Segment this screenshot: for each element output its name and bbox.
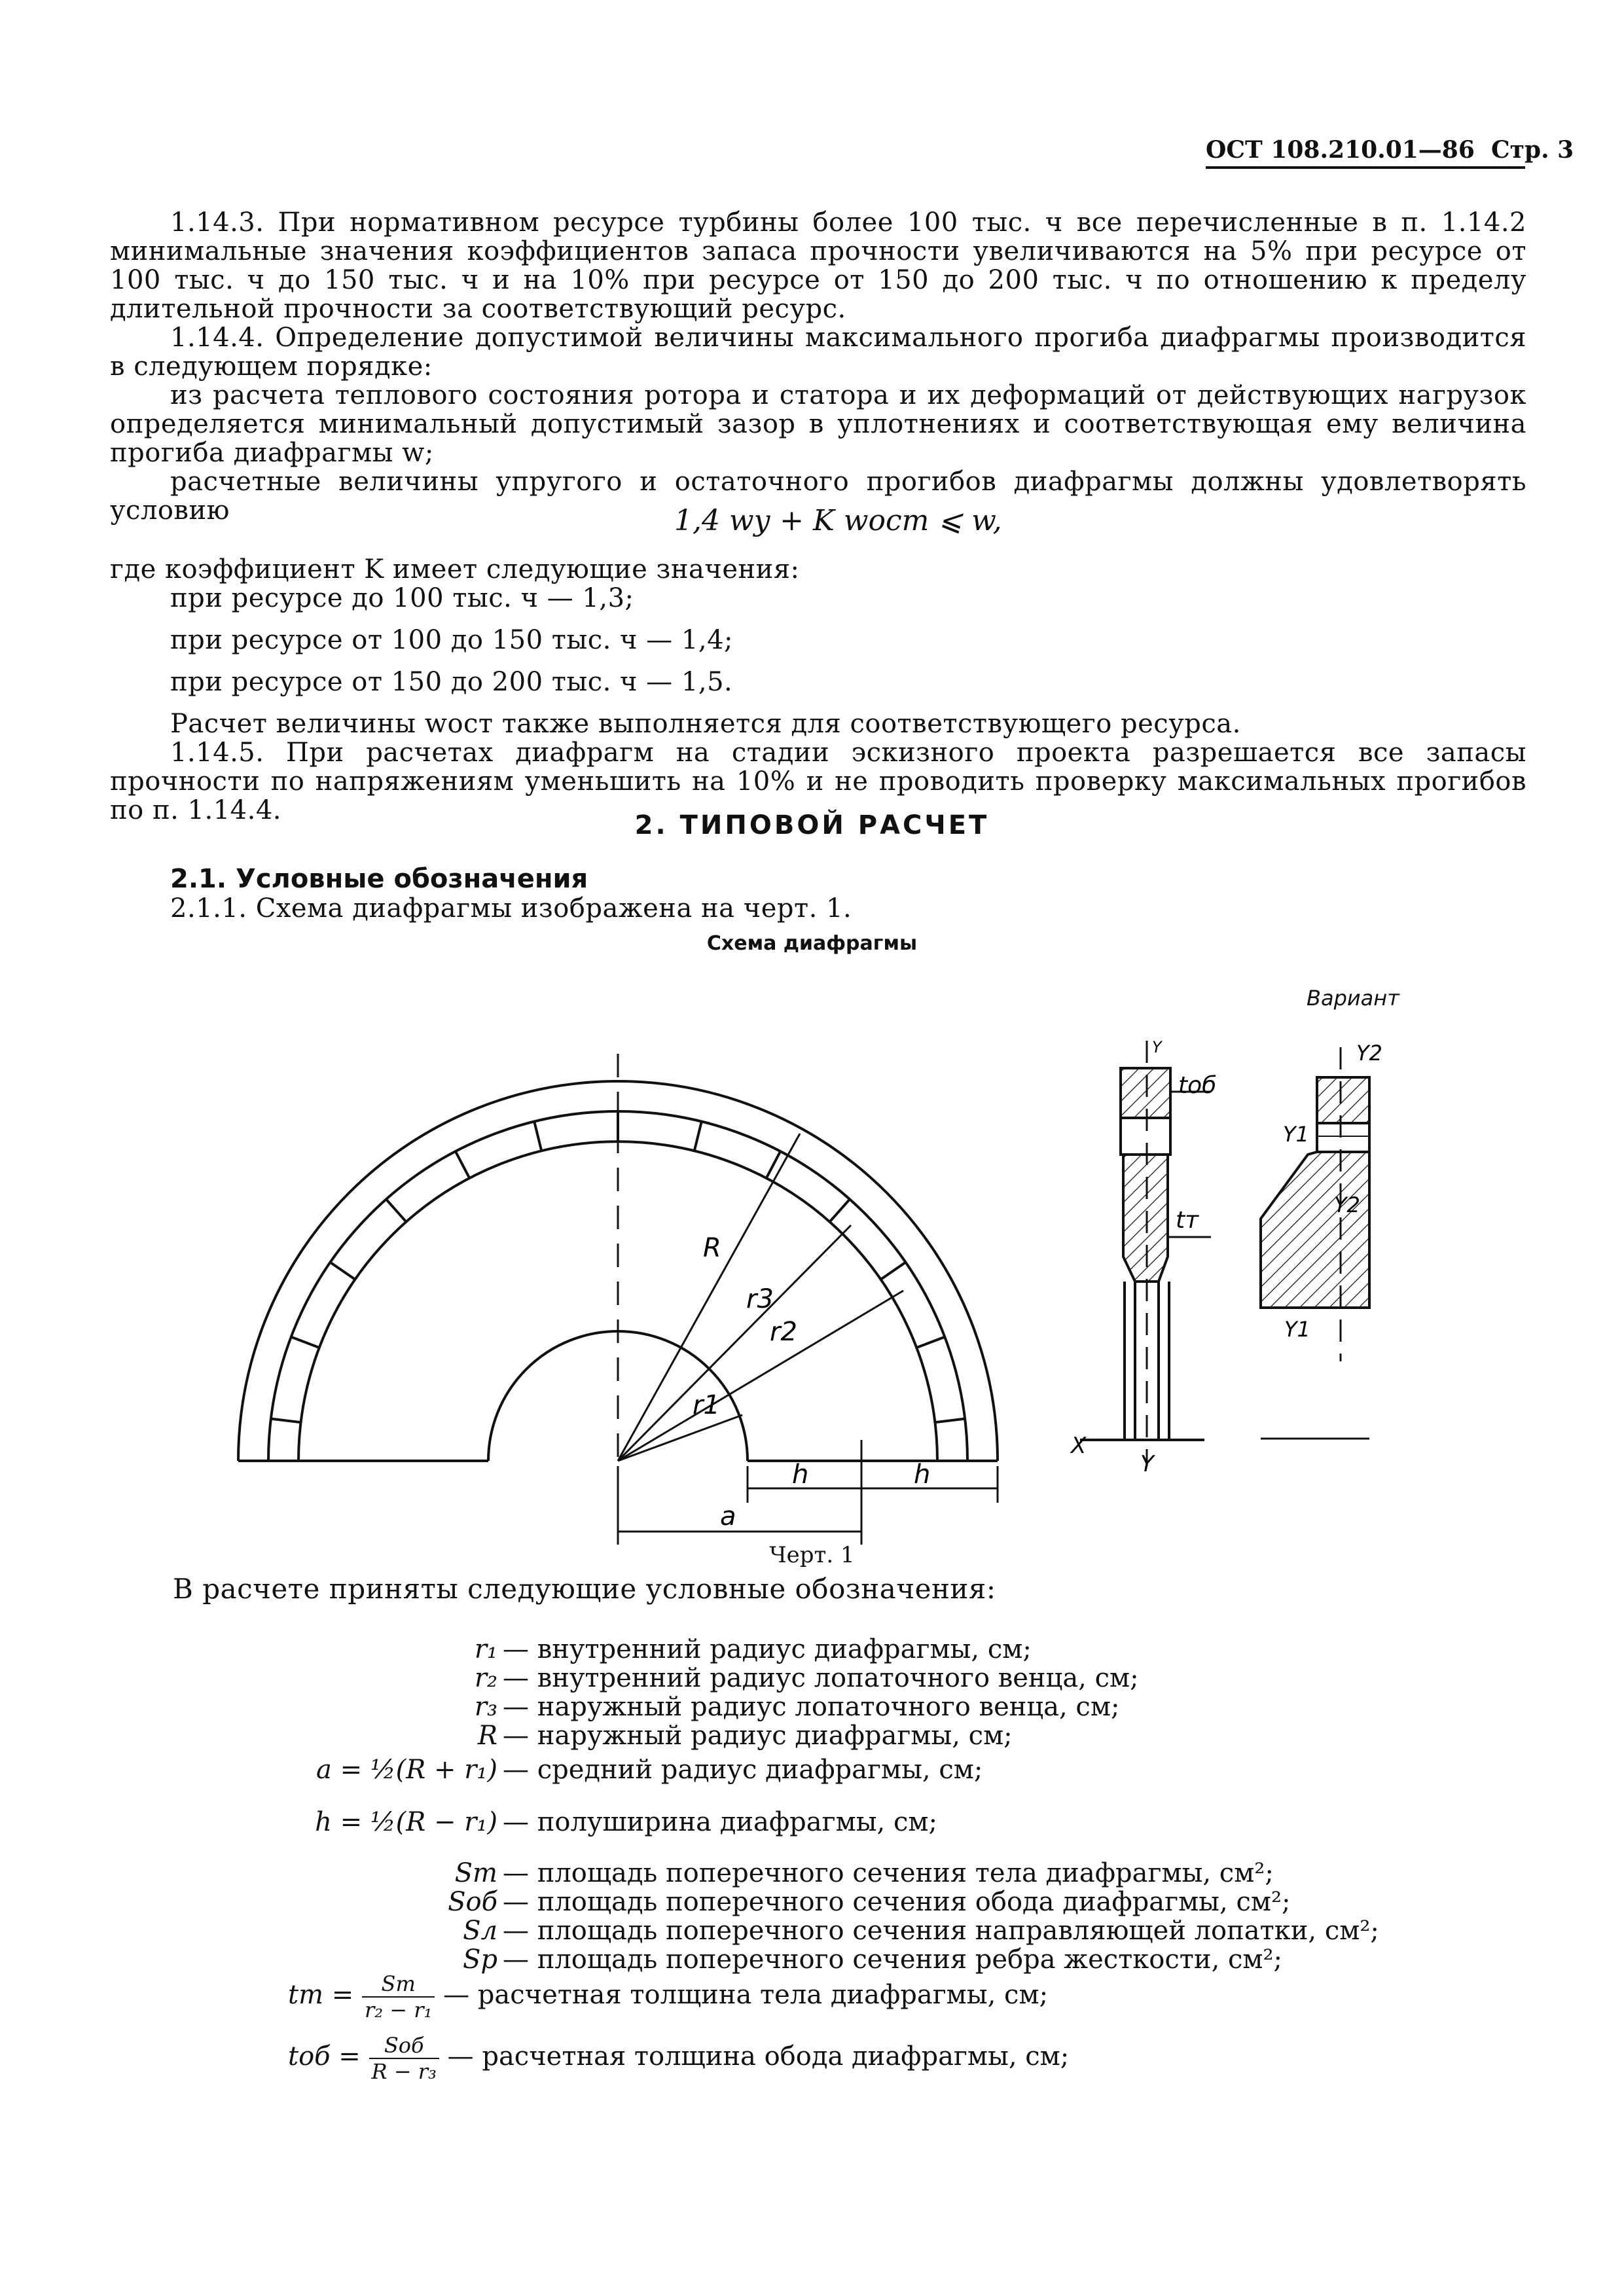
symbol-row (249, 1915, 1379, 1946)
symbol-description: — площадь поперечного сечения ребра жесткости, см²; (503, 1945, 1283, 1975)
dimension-lines (618, 1440, 998, 1545)
formula-tt-desc: — расчетная толщина тела диафрагмы, см; (443, 1980, 1049, 2010)
symbol-description: — полуширина диафрагмы, см; (503, 1807, 937, 1837)
condition-formula: 1,4 wу + K wост ⩽ w, (674, 504, 1002, 537)
symbol-row (249, 1662, 1139, 1694)
symbol-description: — площадь поперечного сечения обода диафрагмы, см²; (503, 1887, 1291, 1917)
k-value-2: при ресурсе от 100 до 150 тыс. ч — 1,4; (170, 625, 733, 655)
symbol-description: — внутренний радиус диафрагмы, см; (503, 1634, 1032, 1664)
label-y2-top: Y2 (1356, 1041, 1382, 1066)
blade-partition (935, 1419, 965, 1423)
label-y-bottom: Y (1140, 1451, 1154, 1477)
cross-section-variant (1261, 1047, 1369, 1439)
legend-intro: В расчете приняты следующие условные обозначения: (173, 1573, 996, 1605)
label-tt: tт (1176, 1207, 1199, 1234)
paragraph-calc: из расчета теплового состояния ротора и статора и их деформаций от действующих нагрузок определяется минимальный допустимый зазор в уплотнениях и соответствующая ему величина прогиба диафрагмы w; (110, 380, 1526, 468)
blade-partition (456, 1151, 469, 1178)
label-y1-bottom: Y1 (1284, 1317, 1310, 1342)
blade-partition (881, 1263, 906, 1280)
symbol-row (249, 1754, 983, 1785)
symbol-row (249, 1886, 1290, 1918)
symbol-term: Sр (462, 1945, 497, 1975)
paragraph-wost: Расчет величины wост также выполняется для соответствующего ресурса. (170, 709, 1241, 739)
k-value-3: при ресурсе от 150 до 200 тыс. ч — 1,5. (170, 667, 733, 697)
label-r2: r2 (770, 1317, 797, 1347)
paragraph-1-14-3: 1.14.3. При нормативном ресурсе турбины более 100 тыс. ч все перечисленные в п. 1.14.2 минимальные значения коэффициентов запаса прочности увеличиваются на 5% при ресурсе от 100 тыс. ч до 150 тыс. ч и на 10% при ресурсе от 150 до 200 тыс. ч по отношению к пределу длительной прочности за соответствующий ресурс. (110, 207, 1526, 324)
symbol-description: — площадь поперечного сечения тела диафрагмы, см²; (503, 1858, 1274, 1888)
formula-tob-desc: — расчетная толщина обода диафрагмы, см; (447, 2041, 1070, 2072)
symbol-term: Sт (454, 1858, 497, 1888)
symbol-term: h = ½(R − r₁) (315, 1807, 497, 1837)
figure-reference: 2.1.1. Схема диафрагмы изображена на черт. 1. (170, 893, 852, 924)
symbol-row (249, 1857, 1274, 1889)
formula-tt-num: Sт (362, 1971, 435, 1998)
blade-partition (386, 1199, 406, 1221)
paragraph-coefficient: где коэффициент K имеет следующие значения: (110, 554, 800, 584)
symbol-term: R (477, 1721, 497, 1751)
symbol-description: — внутренний радиус лопаточного венца, см; (503, 1663, 1139, 1693)
label-R: R (703, 1233, 721, 1263)
blade-partition (534, 1122, 541, 1151)
symbol-term: Sоб (448, 1887, 497, 1917)
paragraph-condition: расчетные величины упругого и остаточного прогибов диафрагмы должны удовлетворять условию (110, 467, 1526, 526)
symbol-term: r₂ (474, 1663, 497, 1693)
blade-partition (695, 1122, 702, 1151)
symbol-row (249, 1720, 1013, 1751)
symbol-term: a = ½(R + r₁) (316, 1755, 497, 1785)
k-value-1: при ресурсе до 100 тыс. ч — 1,3; (170, 583, 634, 613)
formula-tob-den: R − r₃ (371, 2059, 437, 2084)
blade-partition (916, 1337, 945, 1348)
label-y2-inner: Y2 (1334, 1193, 1360, 1217)
blade-partition (331, 1263, 355, 1280)
symbol-term: r₃ (474, 1692, 497, 1722)
formula-tt-lhs: tт = (288, 1980, 354, 2010)
symbol-description: — наружный радиус диафрагмы, см; (503, 1721, 1013, 1751)
label-r3: r3 (746, 1284, 774, 1314)
cross-section-main (1080, 1041, 1211, 1466)
blade-partition (830, 1199, 850, 1221)
label-y-top: Y (1152, 1038, 1162, 1056)
symbol-term: r₁ (474, 1634, 497, 1664)
standard-number: ОСТ 108.210.01—86 (1206, 136, 1475, 164)
figure-caption: Черт. 1 (769, 1542, 855, 1568)
blade-partition (291, 1337, 319, 1348)
paragraph-1-14-4: 1.14.4. Определение допустимой величины максимального прогиба диафрагмы производится в следующем порядке: (110, 323, 1526, 382)
label-r1: r1 (693, 1390, 720, 1420)
label-y1-top: Y1 (1283, 1122, 1309, 1147)
page-number: Стр. 3 (1490, 136, 1574, 164)
symbol-term: Sл (463, 1916, 497, 1946)
formula-tt (288, 1971, 1048, 2022)
formula-tob-fraction (369, 2033, 439, 2084)
paragraph-1-14-5: 1.14.5. При расчетах диафрагм на стадии эскизного проекта разрешается все запасы прочности по напряжениям уменьшить на 10% и не проводить проверку максимальных прогибов по п. 1.14.4. (110, 738, 1526, 825)
label-tob: tоб (1178, 1072, 1217, 1099)
blade-partition (271, 1419, 301, 1423)
section-title: 2. ТИПОВОЙ РАСЧЕТ (634, 810, 990, 840)
label-h-2: h (914, 1460, 931, 1490)
symbol-row (249, 1634, 1032, 1665)
symbol-row (249, 1691, 1119, 1723)
formula-tob-num: Sоб (369, 2033, 439, 2059)
symbol-description: — средний радиус диафрагмы, см; (503, 1755, 983, 1785)
symbol-description: — наружный радиус лопаточного венца, см; (503, 1692, 1120, 1722)
label-a: a (720, 1501, 736, 1532)
label-h-1: h (792, 1460, 809, 1490)
formula-tt-den: r₂ − r₁ (364, 1998, 433, 2022)
variant-label: Вариант (1307, 986, 1399, 1011)
symbol-row (249, 1944, 1282, 1975)
subsection-heading: 2.1. Условные обозначения (170, 864, 588, 894)
formula-tob (288, 2033, 1069, 2084)
symbol-description: — площадь поперечного сечения направляющей лопатки, см²; (503, 1916, 1379, 1946)
figure-title: Схема диафрагмы (706, 932, 918, 955)
formula-tt-fraction (362, 1971, 435, 2022)
formula-tob-lhs: tоб = (288, 2041, 361, 2072)
label-x: X (1071, 1433, 1087, 1459)
symbol-row (249, 1806, 937, 1838)
